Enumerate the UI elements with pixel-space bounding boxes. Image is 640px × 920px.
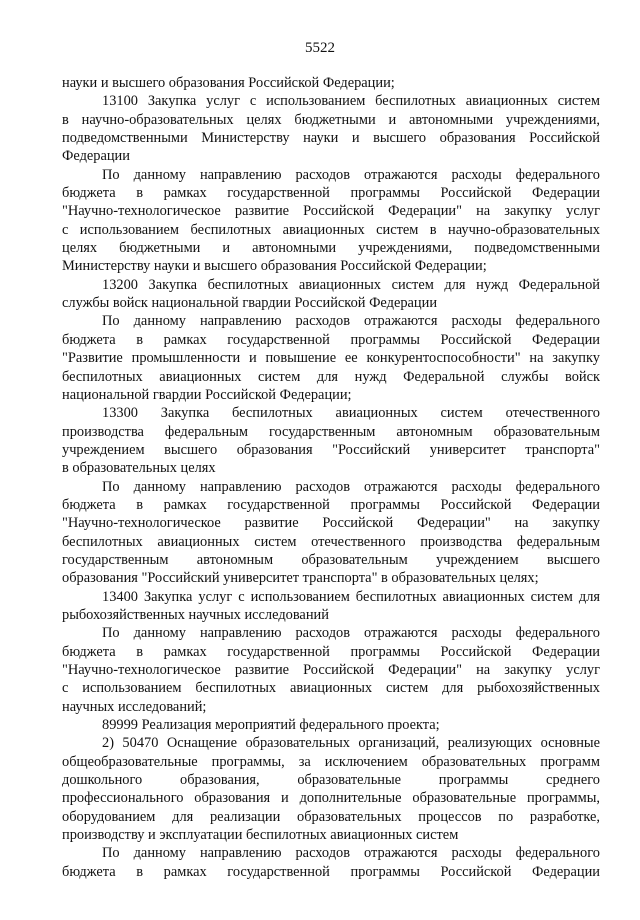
text-line: "Развитие промышленности и повышение ее конкурентоспособности" на закупку [62,350,600,367]
text-line: 13400 Закупка услуг с использованием беспилотных авиационных систем для [102,588,600,605]
text-line: подведомственными Министерству науки и высшего образования Российской [62,130,600,147]
text-line: целях бюджетными и автономными учреждениями, подведомственными [62,240,600,257]
text-line: По данному направлению расходов отражаются расходы федерального [102,313,600,330]
text-line: "Научно-технологическое развитие Российской Федерации" на закупку [62,515,600,532]
text-line: дошкольного образования, образовательные программы среднего [62,772,600,789]
text-line: бюджета в рамках государственной программы Российской Федерации [62,496,600,513]
text-line: оборудованием для реализации образовательных процессов по разработке, [62,808,600,825]
text-line: "Научно-технологическое развитие Российской Федерации" на закупку услуг [62,662,600,678]
text-line: государственным автономным образовательным учреждением высшего [62,551,600,568]
text-line: в образовательных целях [62,460,216,477]
text-line: бюджета в рамках государственной программы Российской Федерации [62,185,600,202]
text-line: службы войск национальной гвардии Российской Федерации [62,295,438,312]
text-line: с использованием беспилотных авиационных систем для рыбохозяйственных [62,680,600,697]
text-line: производству и эксплуатации беспилотных авиационных систем [62,827,459,844]
text-line: образования "Российский университет транспорта" в образовательных целях; [62,570,539,587]
text-line: По данному направлению расходов отражаются расходы федерального [102,166,600,183]
text-line: По данному направлению расходов отражаются расходы федерального [102,478,600,495]
text-line: бюджета в рамках государственной программы Российской Федерации [62,643,600,660]
text-line: По данному направлению расходов отражаются расходы федерального [102,625,600,642]
text-line: 89999 Реализация мероприятий федерального проекта; [102,717,440,734]
text-line: бюджета в рамках государственной программы Российской Федерации [62,863,600,880]
text-line: "Научно-технологическое развитие Российской Федерации" на закупку услуг [62,203,600,220]
text-line: 13200 Закупка беспилотных авиационных систем для нужд Федеральной [102,276,600,293]
text-line: беспилотных авиационных систем отечественного производства федеральным [62,533,600,550]
text-line: По данному направлению расходов отражаются расходы федерального [102,845,600,862]
text-line: 13100 Закупка услуг с использованием беспилотных авиационных систем [102,93,600,110]
document-body [62,74,600,881]
text-line: рыбохозяйственных научных исследований [62,606,329,623]
text-line: 2) 50470 Оснащение образовательных организаций, реализующих основные [102,735,600,752]
text-line: научных исследований; [62,698,207,715]
text-line: в научно-образовательных целях бюджетными и автономными учреждениями, [62,111,600,128]
page-number: 5522 [305,40,335,56]
text-line: беспилотных авиационных систем для нужд Федеральной службы войск [62,368,600,385]
text-line: общеобразовательные программы, за исключением образовательных программ [62,753,600,770]
text-line: бюджета в рамках государственной программы Российской Федерации [62,331,600,348]
text-line: 13300 Закупка беспилотных авиационных систем отечественного [102,405,600,422]
text-line: национальной гвардии Российской Федерации; [62,386,352,403]
text-line: профессионального образования и дополнительные образовательные программы, [62,790,600,807]
text-line: Министерству науки и высшего образования Российской Федерации; [62,258,487,275]
text-line: Федерации [62,148,130,165]
text-line: с использованием беспилотных авиационных систем в научно-образовательных [62,221,600,238]
text-line: науки и высшего образования Российской Федерации; [62,75,395,91]
text-line: производства федеральным государственным автономным образовательным [62,423,600,440]
text-line: учреждением высшего образования "Российский университет транспорта" [62,441,600,458]
